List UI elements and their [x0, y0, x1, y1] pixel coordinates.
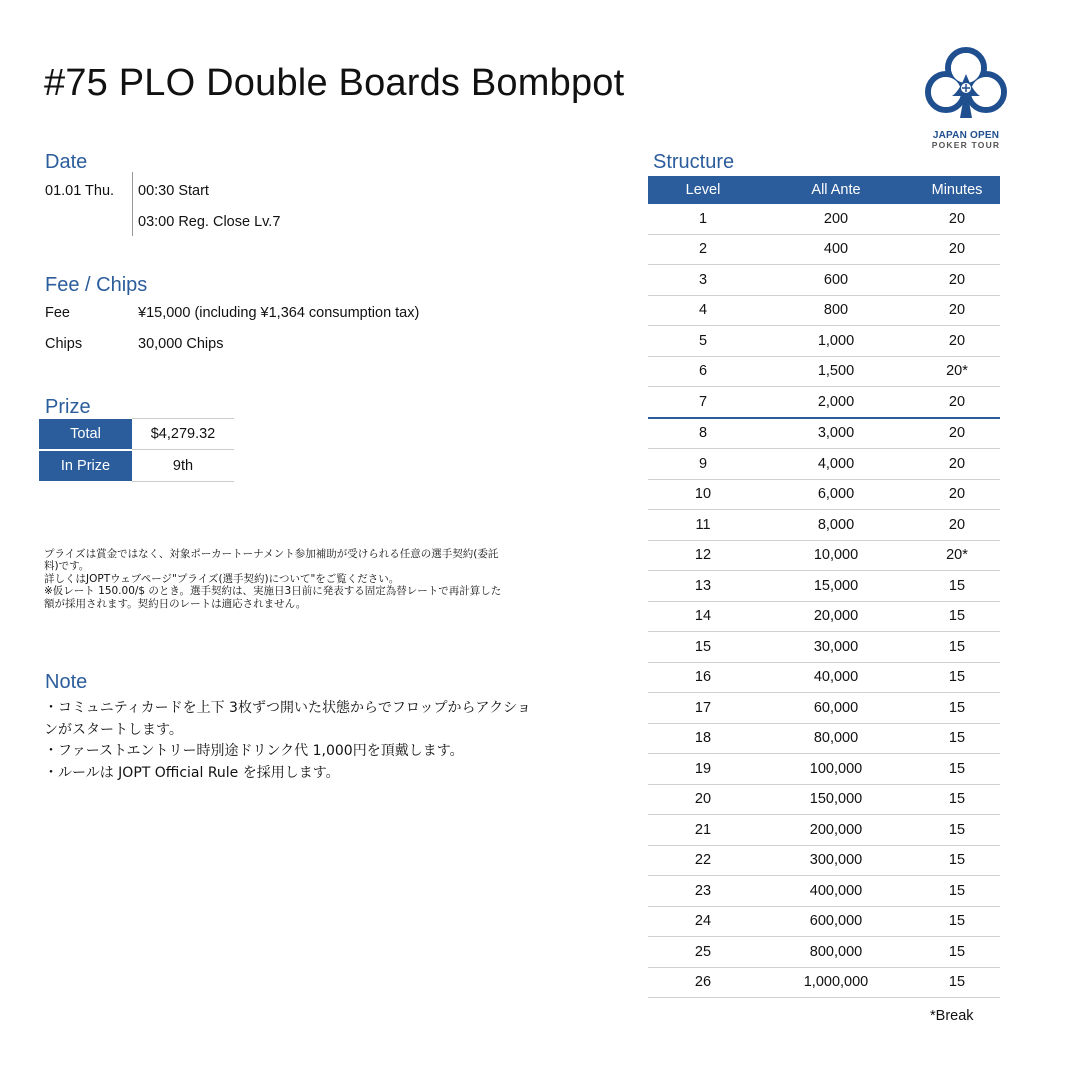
- ante-cell: 200,000: [758, 815, 914, 846]
- minutes-cell: 20: [914, 510, 1000, 541]
- level-cell: 13: [648, 571, 758, 602]
- ante-cell: 400,000: [758, 876, 914, 907]
- minutes-cell: 20*: [914, 540, 1000, 571]
- chips-label: Chips: [45, 336, 83, 352]
- ante-cell: 100,000: [758, 754, 914, 785]
- structure-row: [648, 906, 1000, 937]
- level-cell: 12: [648, 540, 758, 571]
- logo-text-line1: JAPAN OPEN: [932, 130, 1000, 141]
- ante-cell: 1,000,000: [758, 967, 914, 998]
- minutes-cell: 15: [914, 937, 1000, 968]
- level-cell: 5: [648, 326, 758, 357]
- ante-cell: 600: [758, 265, 914, 296]
- structure-row: [648, 571, 1000, 602]
- col-minutes-header: Minutes: [914, 176, 1000, 204]
- minutes-cell: 15: [914, 632, 1000, 663]
- prize-table: [39, 418, 234, 483]
- prize-total-value: $4,279.32: [132, 419, 234, 450]
- minutes-cell: 15: [914, 723, 1000, 754]
- level-cell: 20: [648, 784, 758, 815]
- chips-value: 30,000 Chips: [138, 336, 224, 352]
- structure-row: [648, 510, 1000, 541]
- level-cell: 23: [648, 876, 758, 907]
- level-cell: 1: [648, 204, 758, 234]
- fee-label: Fee: [45, 305, 70, 321]
- ante-cell: 150,000: [758, 784, 914, 815]
- note-line: ・ルールは JOPT Official Rule を採用します。: [44, 764, 340, 781]
- note-line: ンがスタートします。: [44, 721, 183, 738]
- structure-row: [648, 295, 1000, 326]
- club-suit-icon: [924, 44, 1008, 130]
- structure-row: [648, 265, 1000, 296]
- minutes-cell: 15: [914, 815, 1000, 846]
- prize-row-in-prize: [39, 450, 234, 482]
- note-heading: Note: [45, 671, 88, 693]
- ante-cell: 800,000: [758, 937, 914, 968]
- level-cell: 10: [648, 479, 758, 510]
- structure-row: [648, 479, 1000, 510]
- structure-row: [648, 662, 1000, 693]
- minutes-cell: 15: [914, 571, 1000, 602]
- minutes-cell: 15: [914, 876, 1000, 907]
- date-heading: Date: [45, 151, 88, 173]
- structure-row: [648, 449, 1000, 480]
- prize-note-line: 額が採用されます。契約日のレートは適応されません。: [44, 597, 307, 610]
- structure-row: [648, 693, 1000, 724]
- prize-heading: Prize: [45, 396, 91, 418]
- ante-cell: 6,000: [758, 479, 914, 510]
- prize-notes: [44, 548, 534, 610]
- level-cell: 8: [648, 418, 758, 449]
- prize-note-line: ※仮レート 150.00/$ のとき。選手契約は、実施日3日前に発表する固定為替レートで再計算した: [44, 585, 502, 598]
- ante-cell: 800: [758, 295, 914, 326]
- level-cell: 3: [648, 265, 758, 296]
- level-cell: 17: [648, 693, 758, 724]
- minutes-cell: 20: [914, 418, 1000, 449]
- level-cell: 11: [648, 510, 758, 541]
- structure-row: [648, 326, 1000, 357]
- structure-row: [648, 632, 1000, 663]
- minutes-cell: 20*: [914, 356, 1000, 387]
- jopt-logo: [924, 44, 1008, 150]
- ante-cell: 600,000: [758, 906, 914, 937]
- level-cell: 22: [648, 845, 758, 876]
- ante-cell: 60,000: [758, 693, 914, 724]
- minutes-cell: 15: [914, 845, 1000, 876]
- minutes-cell: 15: [914, 967, 1000, 998]
- ante-cell: 300,000: [758, 845, 914, 876]
- ante-cell: 2,000: [758, 387, 914, 418]
- date-day: 01.01 Thu.: [45, 183, 115, 199]
- ante-cell: 40,000: [758, 662, 914, 693]
- minutes-cell: 20: [914, 387, 1000, 418]
- minutes-cell: 15: [914, 784, 1000, 815]
- ante-cell: 1,000: [758, 326, 914, 357]
- level-cell: 18: [648, 723, 758, 754]
- date-start: 00:30 Start: [138, 183, 209, 199]
- fee-chips-heading: Fee / Chips: [45, 274, 148, 296]
- minutes-cell: 20: [914, 234, 1000, 265]
- fee-value: ¥15,000 (including ¥1,364 consumption tax): [138, 305, 420, 321]
- minutes-cell: 15: [914, 601, 1000, 632]
- prize-note-line: プライズは賞金ではなく、対象ポーカートーナメント参加補助が受けられる任意の選手契約(委託: [44, 548, 499, 560]
- date-reg-close: 03:00 Reg. Close Lv.7: [138, 214, 281, 230]
- prize-note-line: 料)です。: [44, 560, 90, 573]
- break-footnote: *Break: [930, 1008, 974, 1024]
- structure-row: [648, 937, 1000, 968]
- prize-row-total: [39, 419, 234, 450]
- structure-row: [648, 784, 1000, 815]
- logo-text-line2: POKER TOUR: [931, 140, 1001, 150]
- ante-cell: 3,000: [758, 418, 914, 449]
- structure-row: [648, 540, 1000, 571]
- level-cell: 16: [648, 662, 758, 693]
- col-level-header: Level: [648, 176, 758, 204]
- level-cell: 19: [648, 754, 758, 785]
- level-cell: 26: [648, 967, 758, 998]
- page-title: #75 PLO Double Boards Bombpot: [44, 62, 625, 104]
- ante-cell: 8,000: [758, 510, 914, 541]
- structure-row: [648, 876, 1000, 907]
- ante-cell: 4,000: [758, 449, 914, 480]
- minutes-cell: 15: [914, 754, 1000, 785]
- ante-cell: 400: [758, 234, 914, 265]
- structure-table: [648, 176, 1000, 998]
- prize-note-line: 詳しくはJOPTウェブページ"プライズ(選手契約)について"をご覧ください。: [44, 572, 400, 585]
- structure-row: [648, 356, 1000, 387]
- minutes-cell: 20: [914, 295, 1000, 326]
- level-cell: 4: [648, 295, 758, 326]
- structure-row: [648, 234, 1000, 265]
- level-cell: 6: [648, 356, 758, 387]
- minutes-cell: 20: [914, 265, 1000, 296]
- level-cell: 9: [648, 449, 758, 480]
- structure-row: [648, 967, 1000, 998]
- structure-row: [648, 204, 1000, 234]
- structure-body: [648, 204, 1000, 998]
- ante-cell: 15,000: [758, 571, 914, 602]
- ante-cell: 20,000: [758, 601, 914, 632]
- structure-row: [648, 815, 1000, 846]
- minutes-cell: 20: [914, 479, 1000, 510]
- ante-cell: 80,000: [758, 723, 914, 754]
- structure-heading: Structure: [653, 151, 735, 173]
- prize-in-prize-label: In Prize: [39, 450, 132, 482]
- level-cell: 15: [648, 632, 758, 663]
- level-cell: 25: [648, 937, 758, 968]
- minutes-cell: 20: [914, 204, 1000, 234]
- ante-cell: 1,500: [758, 356, 914, 387]
- level-cell: 7: [648, 387, 758, 418]
- minutes-cell: 15: [914, 906, 1000, 937]
- note-line: ・ファーストエントリー時別途ドリンク代 1,000円を頂戴します。: [44, 743, 464, 759]
- ante-cell: 200: [758, 204, 914, 234]
- minutes-cell: 15: [914, 693, 1000, 724]
- prize-total-label: Total: [39, 419, 132, 450]
- prize-in-prize-value: 9th: [132, 450, 234, 482]
- level-cell: 21: [648, 815, 758, 846]
- structure-row: [648, 601, 1000, 632]
- structure-header-row: [648, 176, 1000, 204]
- ante-cell: 10,000: [758, 540, 914, 571]
- level-cell: 14: [648, 601, 758, 632]
- structure-row: [648, 418, 1000, 449]
- structure-row: [648, 754, 1000, 785]
- minutes-cell: 20: [914, 449, 1000, 480]
- ante-cell: 30,000: [758, 632, 914, 663]
- level-cell: 2: [648, 234, 758, 265]
- level-cell: 24: [648, 906, 758, 937]
- col-ante-header: All Ante: [758, 176, 914, 204]
- date-divider: [132, 172, 133, 236]
- minutes-cell: 20: [914, 326, 1000, 357]
- minutes-cell: 15: [914, 662, 1000, 693]
- structure-row: [648, 387, 1000, 418]
- structure-row: [648, 723, 1000, 754]
- note-line: ・コミュニティカードを上下 3枚ずつ開いた状態からでフロップからアクショ: [44, 700, 531, 716]
- structure-row: [648, 845, 1000, 876]
- note-body: [44, 698, 531, 784]
